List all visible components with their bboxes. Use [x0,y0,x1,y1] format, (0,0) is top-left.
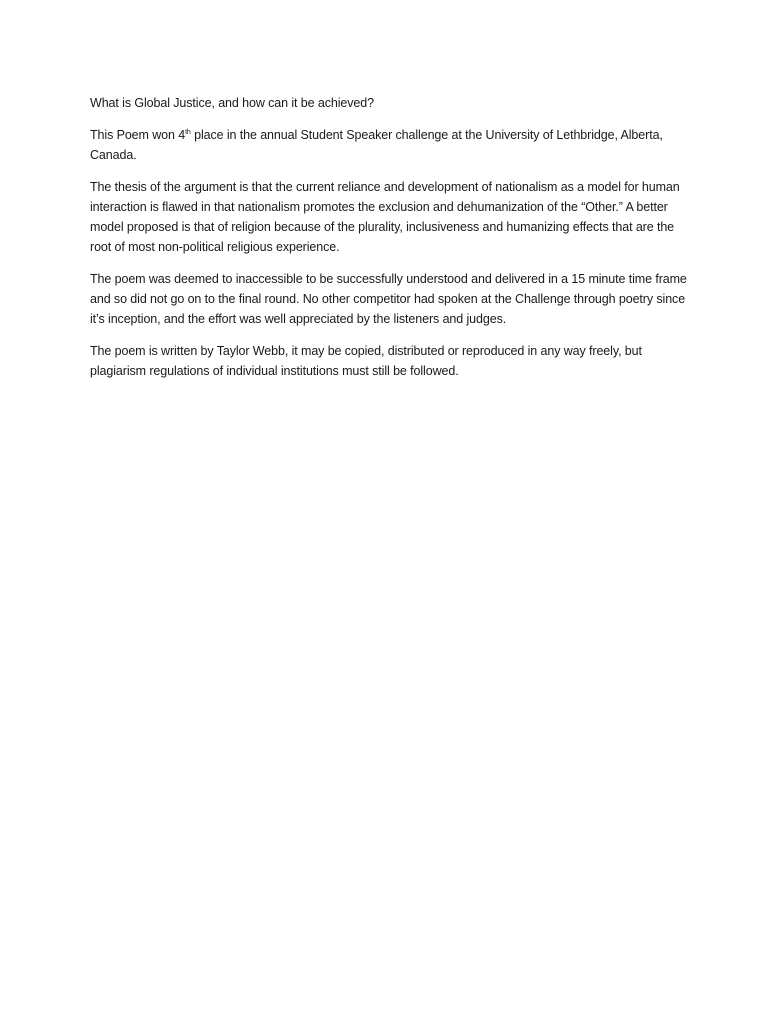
ordinal-suffix: th [185,128,191,136]
award-text-end: place in the annual Student Speaker challenge at the University of Lethbridge, Alberta, Canada. [90,128,663,162]
document-body [90,93,690,393]
award-text-start: This Poem won 4 [90,128,186,142]
paragraph-competition: The poem was deemed to inaccessible to be successfully understood and delivered in a 15 minute time frame and so did not go on to the final round. No other competitor had spoken at the Challenge through poetry since it’s inception, and the effort was well appreciated by the listeners and judges. [90,272,687,326]
heading-question: What is Global Justice, and how can it be achieved? [90,96,374,110]
paragraph-thesis: The thesis of the argument is that the current reliance and development of nationalism as a model for human interaction is flawed in that nationalism promotes the exclusion and dehumanization of the “Other.” A better model proposed is that of religion because of the plurality, inclusiveness and humanizing effects that are the root of most non-political religious experience. [90,180,680,254]
paragraph-copyright: The poem is written by Taylor Webb, it may be copied, distributed or reproduced in any way freely, but plagiarism regulations of individual institutions must still be followed. [90,344,642,378]
paragraph-award [90,125,690,165]
